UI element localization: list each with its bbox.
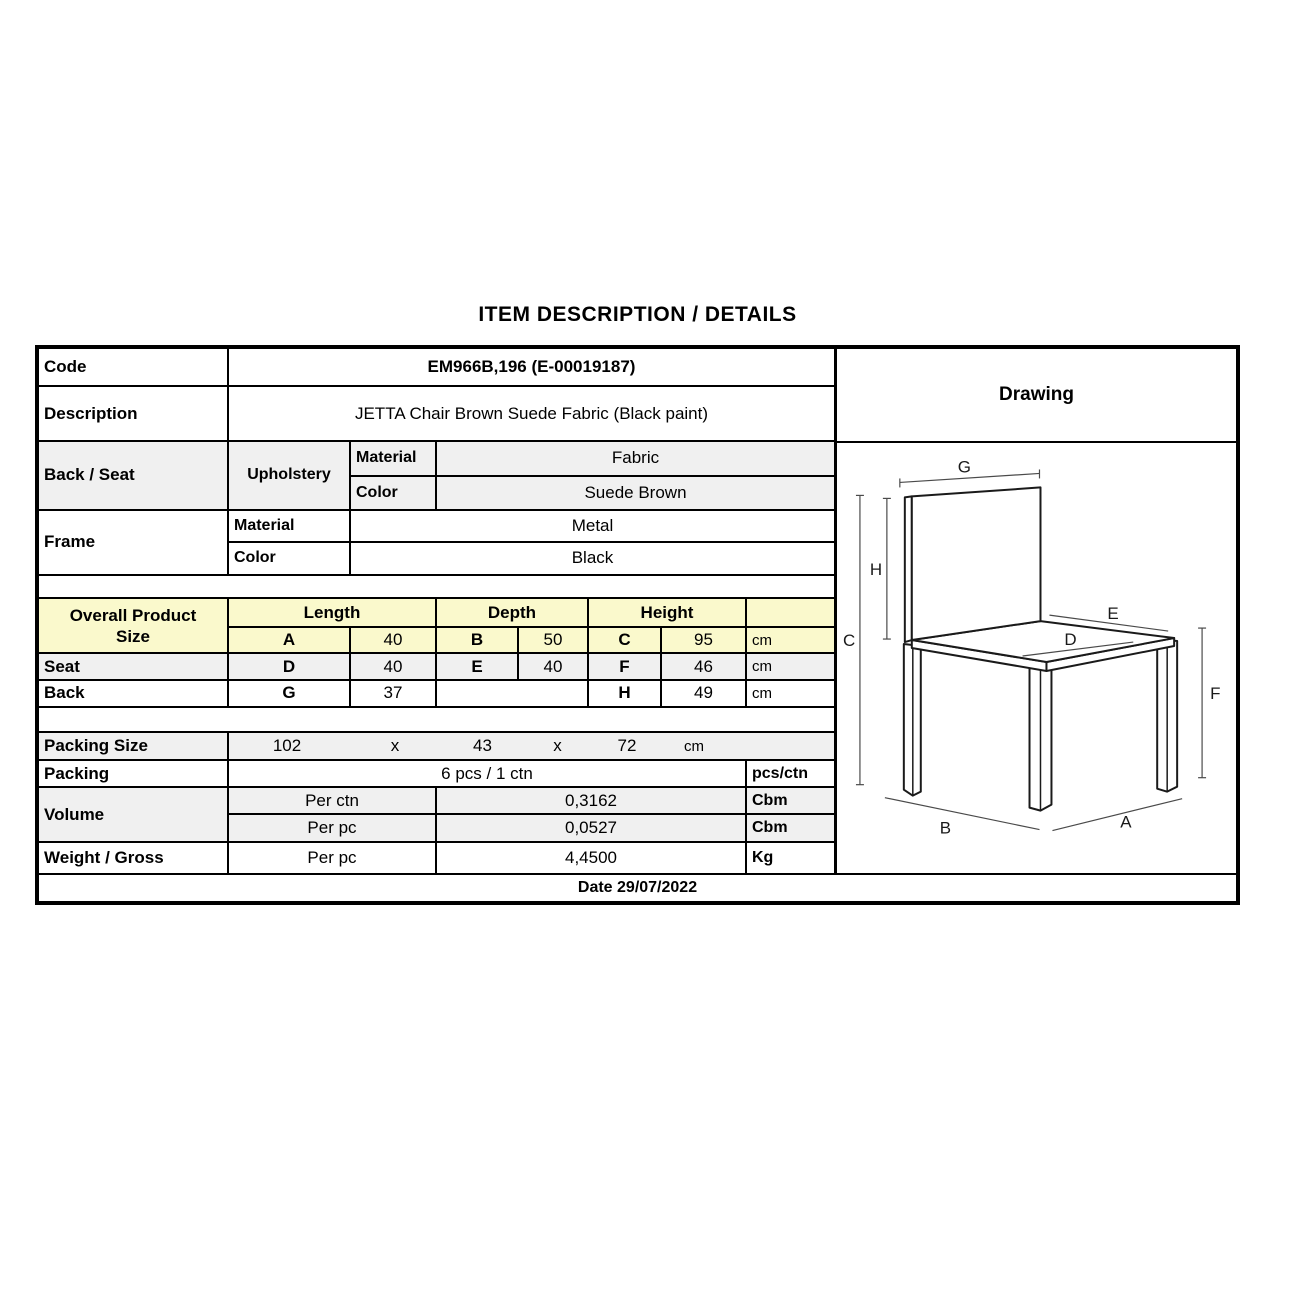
frame-color-key: Color <box>229 543 351 576</box>
back-seat-color-value: Suede Brown <box>437 477 834 511</box>
page-title: ITEM DESCRIPTION / DETAILS <box>478 303 797 326</box>
back-seat-label: Back / Seat <box>39 442 229 511</box>
packing-row <box>39 761 834 789</box>
date-value: Date 29/07/2022 <box>577 879 698 896</box>
back-depth-empty <box>437 681 589 708</box>
dim-label-a: A <box>1120 812 1132 832</box>
overall-depth-value: 50 <box>519 628 589 654</box>
volume-per-pc-key: Per pc <box>229 815 437 843</box>
back-height-key: H <box>589 681 662 708</box>
spacer-row <box>39 708 834 734</box>
seat-depth-key: E <box>437 654 519 681</box>
back-seat-material-value: Fabric <box>437 442 834 477</box>
dim-label-f: F <box>1210 683 1221 703</box>
seat-length-key: D <box>229 654 351 681</box>
seat-label: Seat <box>39 654 229 681</box>
date-row <box>39 873 1236 901</box>
code-label: Code <box>39 349 229 387</box>
volume-per-ctn-unit: Cbm <box>747 788 834 815</box>
depth-header: Depth <box>437 599 589 628</box>
spacer-row <box>39 576 834 600</box>
weight-row <box>39 843 834 873</box>
seat-height-key: F <box>589 654 662 681</box>
overall-height-key: C <box>589 628 662 654</box>
weight-value: 4,4500 <box>437 843 747 873</box>
packing-unit: pcs/ctn <box>747 761 834 789</box>
drawing-panel <box>837 349 1236 873</box>
frame-material-value: Metal <box>351 511 834 543</box>
packing-size-part: 102 <box>272 736 302 756</box>
code-row <box>39 349 834 387</box>
back-height-value: 49 <box>662 681 747 708</box>
back-unit: cm <box>747 681 834 708</box>
volume-label: Volume <box>39 788 229 843</box>
seat-depth-value: 40 <box>519 654 589 681</box>
seat-row <box>39 654 834 681</box>
size-label-line2: Size <box>115 626 151 646</box>
packing-value: 6 pcs / 1 ctn <box>229 761 747 789</box>
description-label: Description <box>39 387 229 441</box>
description-row <box>39 387 834 441</box>
frame-section <box>39 511 834 576</box>
back-row <box>39 681 834 708</box>
volume-section <box>39 788 834 843</box>
packing-label: Packing <box>39 761 229 789</box>
size-label-line1: Overall Product <box>69 605 197 625</box>
back-seat-section <box>39 442 834 511</box>
chair-outline <box>904 487 1177 810</box>
size-header-section <box>39 599 834 654</box>
dim-label-b: B <box>939 818 952 838</box>
packing-size-row <box>39 733 834 761</box>
seat-length-value: 40 <box>351 654 437 681</box>
seat-height-value: 46 <box>662 654 747 681</box>
volume-per-ctn-key: Per ctn <box>229 788 437 815</box>
sheet-main <box>39 349 1236 873</box>
size-section-label <box>39 599 229 654</box>
volume-per-ctn-value: 0,3162 <box>437 788 747 815</box>
dim-label-g: G <box>957 457 971 477</box>
details-table <box>39 349 837 873</box>
packing-size-unit: cm <box>684 737 704 755</box>
packing-size-label: Packing Size <box>39 733 229 761</box>
chair-drawing-svg <box>837 443 1236 873</box>
frame-material-key: Material <box>229 511 351 543</box>
weight-key: Per pc <box>229 843 437 873</box>
overall-length-key: A <box>229 628 351 654</box>
drawing-title: Drawing <box>837 349 1236 443</box>
back-length-value: 37 <box>351 681 437 708</box>
back-seat-material-key: Material <box>351 442 437 477</box>
packing-size-value <box>229 733 834 761</box>
overall-unit: cm <box>747 628 834 654</box>
frame-label: Frame <box>39 511 229 576</box>
description-value: JETTA Chair Brown Suede Fabric (Black paint) <box>229 387 834 441</box>
dim-label-h: H <box>869 560 883 580</box>
frame-color-value: Black <box>351 543 834 576</box>
height-header: Height <box>589 599 747 628</box>
dim-label-d: D <box>1064 630 1077 650</box>
dim-label-c: C <box>842 631 856 651</box>
overall-height-value: 95 <box>662 628 747 654</box>
overall-length-value: 40 <box>351 628 437 654</box>
packing-size-part: 43 <box>473 736 492 756</box>
packing-size-part: x <box>390 736 400 756</box>
volume-per-pc-value: 0,0527 <box>437 815 747 843</box>
weight-unit: Kg <box>752 849 774 867</box>
overall-depth-key: B <box>437 628 519 654</box>
back-length-key: G <box>229 681 351 708</box>
packing-size-part: 72 <box>617 736 637 756</box>
back-seat-color-key: Color <box>351 477 437 511</box>
weight-label: Weight / Gross <box>39 843 229 873</box>
spec-sheet <box>35 345 1240 905</box>
seat-unit: cm <box>747 654 834 681</box>
dim-label-e: E <box>1107 604 1119 624</box>
volume-per-pc-unit: Cbm <box>747 815 834 843</box>
upholstery-label: Upholstery <box>229 442 351 511</box>
size-header-empty <box>747 599 834 628</box>
length-header: Length <box>229 599 437 628</box>
chair-drawing <box>837 443 1236 873</box>
packing-size-part: x <box>553 736 562 756</box>
back-label: Back <box>39 681 229 708</box>
code-value: EM966B,196 (E-00019187) <box>229 349 834 387</box>
